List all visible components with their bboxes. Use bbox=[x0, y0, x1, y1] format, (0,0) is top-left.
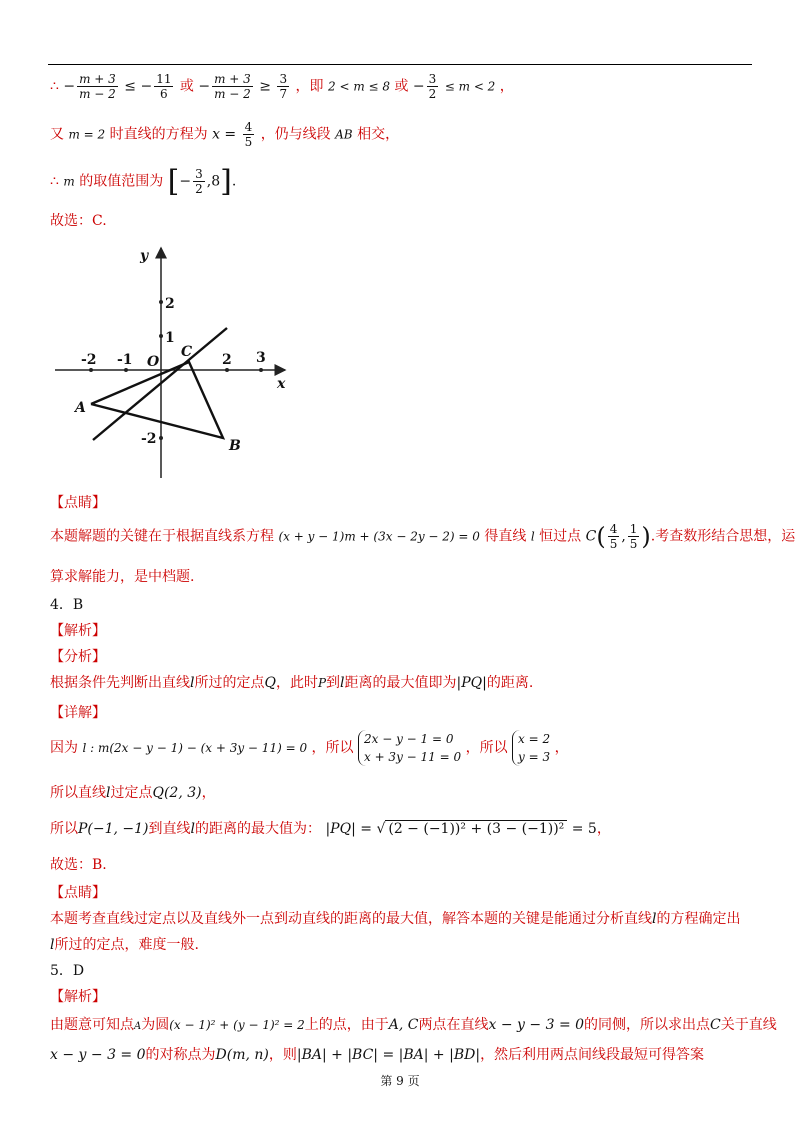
q4-fixed-point-line: 所以直线l过定点Q(2, 3)， bbox=[50, 785, 216, 801]
tick-y-1: 1 bbox=[165, 330, 175, 346]
origin-label: O bbox=[147, 354, 160, 370]
dianjing-2-line-2: l所过的定点，难度一般. bbox=[50, 937, 199, 953]
tick-x-2: 2 bbox=[222, 352, 232, 368]
q5-line-2: x − y − 3 = 0的对称点为D(m, n)，则|BA| + |BC| = |BA| + |BD|，然后利用两点间线段最短可得答案 bbox=[50, 1047, 705, 1063]
coordinate-figure bbox=[55, 238, 305, 488]
point-c-label: C bbox=[181, 344, 193, 360]
inequality-line: ∴ − $\frac{m + 3}{m - 2}$ ≤ − $\frac{11}{6}$ 或 − $\frac{m + 3}{m - 2}$ ≥ $\frac{3}{7}$ ，即 2 < m ≤ 8 或 − $\frac{3}{2}$ ≤ m < 2 ， bbox=[50, 72, 514, 101]
x-axis-label: x bbox=[277, 376, 286, 392]
y-axis-label: y bbox=[140, 248, 149, 264]
m-equals-2-line: 又 m = 2 时直线的方程为 x = $\frac{4}{5}$ ，仍与线段 AB 相交， bbox=[50, 120, 400, 149]
dianjing-1-line-1: 本题解题的关键在于根据直线系方程 (x + y − 1)m + (3x − 2y − 2) = 0 得直线 l 恒过点 C( $\frac{4}{5}$ , $\frac{1}{5}$ ).考查数形结合思想，运 bbox=[50, 522, 796, 551]
q4-distance-line: 所以P(−1, −1)到直线l的距离的最大值为： |PQ| = √ (2 − (−1))² + (3 − (−1))² = 5， bbox=[50, 821, 611, 837]
tick-y-neg2: -2 bbox=[141, 431, 157, 447]
point-a-label: A bbox=[75, 400, 86, 416]
answer-c: 故选：C. bbox=[50, 213, 107, 229]
tick-y-2: 2 bbox=[165, 296, 175, 312]
tick-x-neg1: -1 bbox=[117, 352, 133, 368]
header-rule bbox=[48, 64, 752, 65]
heading-dianjing-2: 【点睛】 bbox=[50, 885, 106, 901]
heading-dianjing-1: 【点睛】 bbox=[50, 495, 106, 511]
tick-x-3: 3 bbox=[256, 350, 266, 366]
dianjing-2-line-1: 本题考查直线过定点以及直线外一点到动直线的距离的最大值，解答本题的关键是能通过分析直线l的方程确定出 bbox=[50, 911, 741, 927]
q5-number: 5．D bbox=[50, 963, 85, 979]
q5-jiexi: 【解析】 bbox=[50, 989, 106, 1005]
dianjing-1-line-2: 算求解能力，是中档题. bbox=[50, 569, 195, 585]
q5-line-1: 由题意可知点A为圆(x − 1)² + (y − 1)² = 2上的点，由于A, C两点在直线x − y − 3 = 0的同侧，所以求出点C关于直线 bbox=[50, 1017, 777, 1033]
answer-b: 故选：B. bbox=[50, 857, 107, 873]
therefore-symbol: ∴ bbox=[50, 78, 59, 95]
q4-fenxi: 【分析】 bbox=[50, 649, 106, 665]
page-footer: 第 9 页 bbox=[380, 1074, 420, 1088]
q4-xiangjie: 【详解】 bbox=[50, 705, 106, 721]
q4-analysis-line: 根据条件先判断出直线l所过的定点Q，此时P到l距离的最大值即为|PQ|的距离. bbox=[50, 675, 534, 691]
q4-jiexi: 【解析】 bbox=[50, 623, 106, 639]
line-l bbox=[93, 328, 227, 440]
q4-system-line: 因为 l : m(2x − y − 1) − (x + 3y − 11) = 0 ，所以 2x − y − 1 = 0 x + 3y − 11 = 0 ，所以 x = 2 y = 3 ， bbox=[50, 732, 569, 764]
point-b-label: B bbox=[229, 438, 241, 454]
q4-number: 4．B bbox=[50, 597, 84, 613]
m-range-line: ∴ m 的取值范围为 [− $\frac{3}{2}$ ,8]. bbox=[50, 164, 237, 199]
tick-x-neg2: -2 bbox=[81, 352, 97, 368]
